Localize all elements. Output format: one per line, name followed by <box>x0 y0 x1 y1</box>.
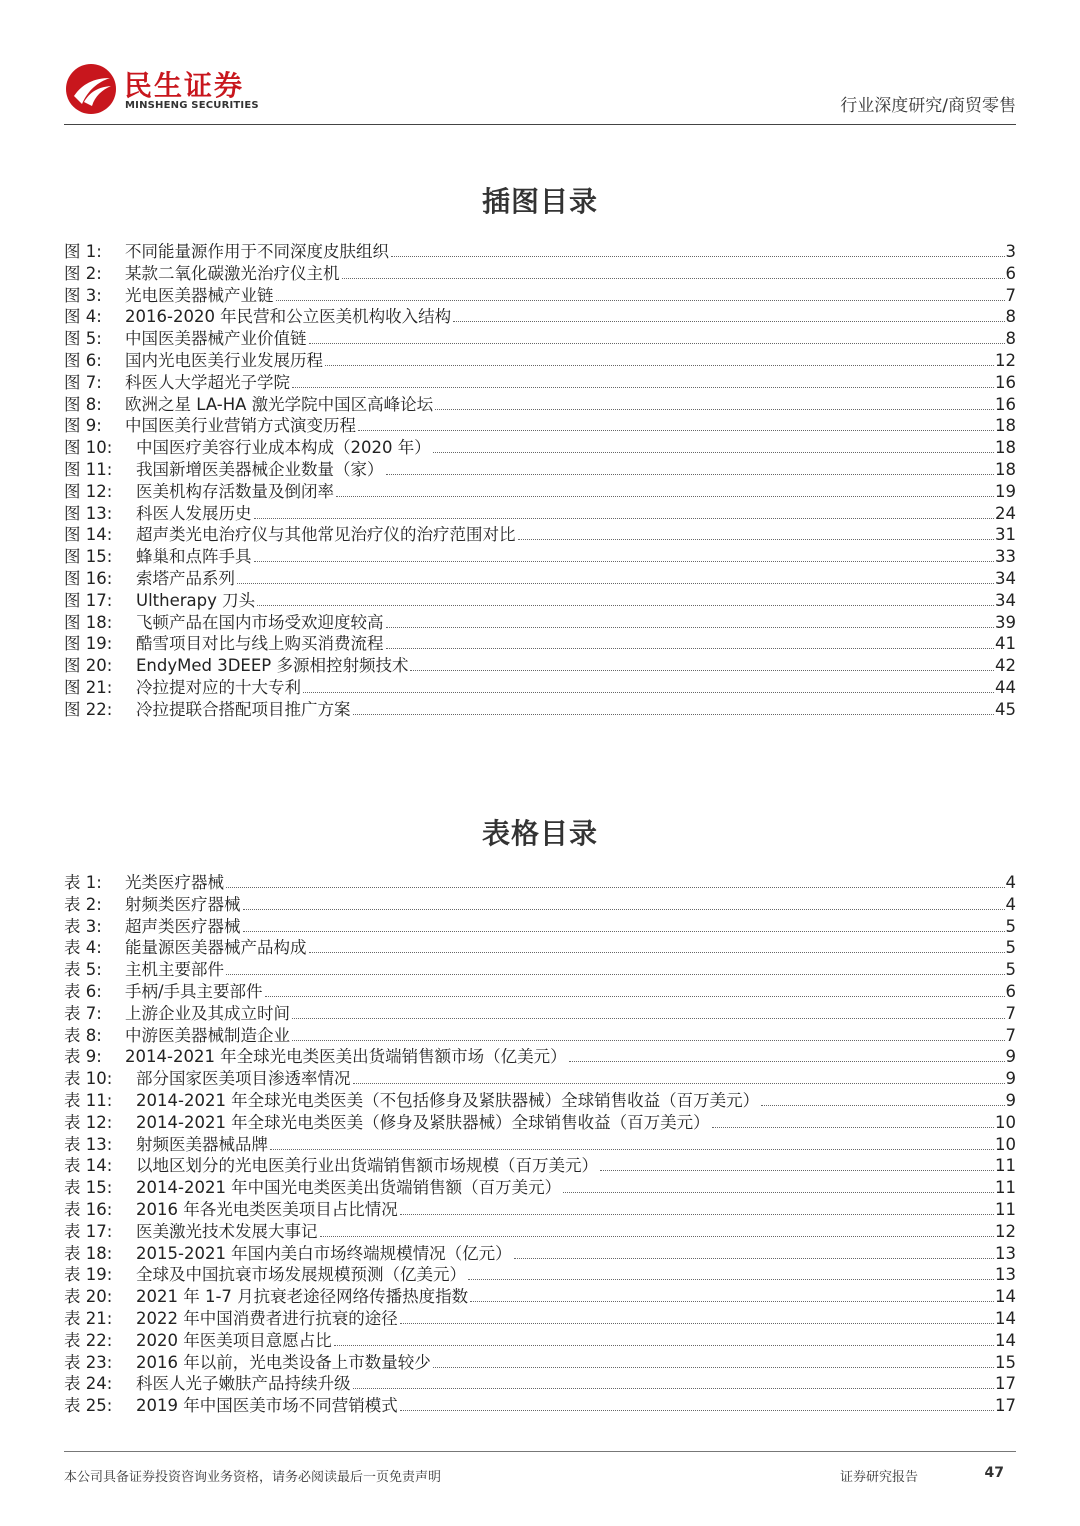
dot-leader <box>400 1410 994 1411</box>
dot-leader <box>292 1040 1005 1041</box>
table-entry[interactable] <box>64 1152 1016 1174</box>
table-label: 表 19: <box>64 1265 113 1285</box>
table-entry[interactable] <box>64 956 1016 978</box>
minsheng-logo-icon <box>64 62 118 116</box>
dot-leader <box>470 1301 994 1302</box>
dot-leader <box>386 648 995 649</box>
figure-title: 不同能量源作用于不同深度皮肤组织 <box>125 242 389 261</box>
table-entry[interactable] <box>64 1261 1016 1283</box>
dot-leader <box>270 1149 994 1150</box>
table-label: 表 22: <box>64 1330 113 1350</box>
figure-label: 图 13: <box>64 503 113 523</box>
dot-leader <box>334 1345 994 1346</box>
table-label: 表 18: <box>64 1243 113 1263</box>
tables-toc-list <box>64 869 1016 1414</box>
page-header <box>64 56 1016 125</box>
table-title: 射频医美器械品牌 <box>136 1134 268 1154</box>
table-title: 2015-2021 年国内美白市场终端规模情况（亿元） <box>136 1243 512 1263</box>
table-entry[interactable] <box>64 1240 1016 1262</box>
table-entry[interactable] <box>64 1196 1016 1218</box>
figure-entry[interactable] <box>64 412 1016 434</box>
table-entry[interactable] <box>64 1065 1016 1087</box>
figure-label: 图 15: <box>64 547 113 567</box>
dot-leader <box>265 996 1005 997</box>
page-number: 47 <box>984 1465 1004 1481</box>
dot-leader <box>761 1105 1004 1106</box>
figure-label: 图 14: <box>64 525 113 545</box>
figure-title: Ultherapy 刀头 <box>136 590 256 610</box>
dot-leader <box>320 1236 995 1237</box>
table-page-number: 11 <box>995 1178 1016 1198</box>
figure-entry[interactable] <box>64 238 1016 260</box>
table-title: 主机主要部件 <box>125 960 224 980</box>
dot-leader <box>303 692 994 693</box>
logo-chinese-name: 民生证券 <box>124 69 245 102</box>
figure-page-number: 7 <box>1005 285 1016 305</box>
figure-page-number: 33 <box>995 547 1016 567</box>
table-page-number: 10 <box>995 1134 1016 1154</box>
figure-entry[interactable] <box>64 260 1016 282</box>
dot-leader <box>514 1258 994 1259</box>
dot-leader <box>433 452 994 453</box>
table-label: 表 4: <box>64 938 102 958</box>
figure-page-number: 34 <box>995 568 1016 588</box>
dot-leader <box>276 300 1005 301</box>
figure-label: 图 9: <box>64 416 102 436</box>
figure-entry[interactable] <box>64 456 1016 478</box>
dot-leader <box>353 1388 995 1389</box>
table-label: 表 21: <box>64 1308 113 1328</box>
table-label: 表 6: <box>64 981 102 1001</box>
table-title: 全球及中国抗衰市场发展规模预测（亿美元） <box>136 1265 466 1285</box>
table-entry[interactable] <box>64 1392 1016 1414</box>
figure-entry[interactable] <box>64 565 1016 587</box>
figure-page-number: 41 <box>995 634 1016 654</box>
figure-title: 2016-2020 年民营和公立医美机构收入结构 <box>125 307 452 327</box>
figure-title: 我国新增医美器械企业数量（家） <box>136 459 384 479</box>
figure-label: 图 19: <box>64 634 113 654</box>
table-label: 表 24: <box>64 1374 113 1394</box>
dot-leader <box>342 278 1005 279</box>
dot-leader <box>353 714 995 715</box>
figure-title: 酷雪项目对比与线上购买消费流程 <box>136 634 384 654</box>
dot-leader <box>226 887 1005 888</box>
table-title: 超声类医疗器械 <box>125 916 241 936</box>
table-entry[interactable] <box>64 978 1016 1000</box>
dot-leader <box>257 605 994 606</box>
dot-leader <box>569 1061 1005 1062</box>
figure-title: 蜂巢和点阵手具 <box>136 547 252 567</box>
table-page-number: 7 <box>1005 1025 1016 1045</box>
figure-page-number: 8 <box>1005 329 1016 349</box>
figure-entry[interactable] <box>64 369 1016 391</box>
figure-label: 图 17: <box>64 590 113 610</box>
table-page-number: 6 <box>1005 981 1016 1001</box>
figure-title: 国内光电医美行业发展历程 <box>125 350 323 370</box>
table-entry[interactable] <box>64 1305 1016 1327</box>
figure-title: 冷拉提对应的十大专利 <box>136 677 301 697</box>
table-title: 射频类医疗器械 <box>125 894 241 914</box>
table-page-number: 5 <box>1005 960 1016 980</box>
table-title: 2014-2021 年中国光电类医美出货端销售额（百万美元） <box>136 1178 562 1198</box>
tables-toc-title: 表格目录 <box>481 817 598 850</box>
table-page-number: 14 <box>995 1308 1016 1328</box>
table-page-number: 13 <box>995 1265 1016 1285</box>
table-page-number: 4 <box>1005 894 1016 914</box>
table-label: 表 23: <box>64 1352 113 1372</box>
table-entry[interactable] <box>64 1174 1016 1196</box>
figure-label: 图 2: <box>64 263 102 283</box>
dot-leader <box>433 1367 994 1368</box>
table-page-number: 17 <box>995 1374 1016 1394</box>
figure-label: 图 22: <box>64 699 113 719</box>
figure-page-number: 39 <box>995 612 1016 632</box>
table-page-number: 11 <box>995 1199 1016 1219</box>
figure-title: 中国医疗美容行业成本构成（2020 年） <box>136 438 431 458</box>
figure-label: 图 7: <box>64 372 102 392</box>
table-entry[interactable] <box>64 1370 1016 1392</box>
table-page-number: 11 <box>995 1156 1016 1176</box>
table-title: 医美激光技术发展大事记 <box>136 1221 318 1241</box>
report-category: 行业深度研究/商贸零售 <box>840 96 1016 116</box>
figure-page-number: 18 <box>995 438 1016 458</box>
dot-leader <box>243 931 1005 932</box>
figure-title: 中国医美行业营销方式演变历程 <box>125 416 356 436</box>
figure-entry[interactable] <box>64 391 1016 413</box>
table-title: 2022 年中国消费者进行抗衰的途径 <box>136 1308 398 1328</box>
table-page-number: 5 <box>1005 938 1016 958</box>
figure-entry[interactable] <box>64 652 1016 674</box>
table-title: 2016 年以前，光电类设备上市数量较少 <box>136 1352 431 1372</box>
dot-leader <box>453 321 1004 322</box>
table-label: 表 13: <box>64 1134 113 1154</box>
table-entry[interactable] <box>64 1349 1016 1371</box>
figure-label: 图 10: <box>64 438 113 458</box>
figure-page-number: 8 <box>1005 307 1016 327</box>
table-title: 2021 年 1-7 月抗衰老途径网络传播热度指数 <box>136 1287 469 1307</box>
table-page-number: 12 <box>995 1221 1016 1241</box>
table-title: 2016 年各光电类医美项目占比情况 <box>136 1199 398 1219</box>
dot-leader <box>386 474 995 475</box>
table-title: 上游企业及其成立时间 <box>125 1003 290 1023</box>
figure-title: 欧洲之星 LA-HA 激光学院中国区高峰论坛 <box>125 394 434 414</box>
table-label: 表 14: <box>64 1156 113 1176</box>
table-title: 中游医美器械制造企业 <box>125 1025 290 1045</box>
table-entry[interactable] <box>64 1000 1016 1022</box>
figure-page-number: 12 <box>995 350 1016 370</box>
figure-page-number: 34 <box>995 590 1016 610</box>
figure-title: 超声类光电治疗仪与其他常见治疗仪的治疗范围对比 <box>136 525 516 545</box>
figure-title: 索塔产品系列 <box>136 568 235 588</box>
table-title: 以地区划分的光电医美行业出货端销售额市场规模（百万美元） <box>136 1156 598 1176</box>
table-title: 能量源医美器械产品构成 <box>125 938 307 958</box>
table-title: 2014-2021 年全球光电类医美出货端销售额市场（亿美元） <box>125 1047 567 1067</box>
figure-entry[interactable] <box>64 696 1016 718</box>
table-page-number: 9 <box>1005 1069 1016 1089</box>
table-label: 表 7: <box>64 1003 102 1023</box>
figure-label: 图 3: <box>64 285 102 305</box>
figure-page-number: 16 <box>995 394 1016 414</box>
figure-label: 图 6: <box>64 350 102 370</box>
figure-label: 图 18: <box>64 612 113 632</box>
dot-leader <box>226 974 1005 975</box>
figure-label: 图 21: <box>64 677 113 697</box>
table-label: 表 9: <box>64 1047 102 1067</box>
table-page-number: 15 <box>995 1352 1016 1372</box>
dot-leader <box>435 409 994 410</box>
dot-leader <box>309 952 1005 953</box>
dot-leader <box>391 256 1005 257</box>
table-label: 表 15: <box>64 1178 113 1198</box>
dot-leader <box>400 1214 994 1215</box>
table-page-number: 14 <box>995 1287 1016 1307</box>
table-entry[interactable] <box>64 1109 1016 1131</box>
table-title: 光类医疗器械 <box>125 873 224 892</box>
figure-label: 图 1: <box>64 242 102 261</box>
figure-label: 图 5: <box>64 329 102 349</box>
table-entry[interactable] <box>64 1131 1016 1153</box>
footer-report-label: 证券研究报告 <box>840 1470 919 1485</box>
figure-label: 图 8: <box>64 394 102 414</box>
figure-entry[interactable] <box>64 521 1016 543</box>
figure-entry[interactable] <box>64 543 1016 565</box>
figure-title: 光电医美器械产业链 <box>125 285 274 305</box>
table-label: 表 10: <box>64 1069 113 1089</box>
table-entry[interactable] <box>64 891 1016 913</box>
table-label: 表 16: <box>64 1199 113 1219</box>
dot-leader <box>309 343 1005 344</box>
figure-entry[interactable] <box>64 282 1016 304</box>
table-title: 2014-2021 年全球光电类医美（修身及紧肤器械）全球销售收益（百万美元） <box>136 1112 710 1132</box>
table-title: 科医人光子嫩肤产品持续升级 <box>136 1374 351 1394</box>
dot-leader <box>254 561 995 562</box>
figure-page-number: 19 <box>995 481 1016 501</box>
dot-leader <box>243 909 1005 910</box>
dot-leader <box>600 1170 994 1171</box>
figure-label: 图 11: <box>64 459 113 479</box>
table-page-number: 14 <box>995 1330 1016 1350</box>
table-title: 2020 年医美项目意愿占比 <box>136 1330 332 1350</box>
figure-title: 某款二氧化碳激光治疗仪主机 <box>125 263 340 283</box>
dot-leader <box>292 1018 1005 1019</box>
table-label: 表 1: <box>64 873 102 892</box>
figure-page-number: 18 <box>995 459 1016 479</box>
figure-title: 冷拉提联合搭配项目推广方案 <box>136 699 351 719</box>
table-entry[interactable] <box>64 1043 1016 1065</box>
logo-english-name: MINSHENG SECURITIES <box>125 100 259 111</box>
figure-entry[interactable] <box>64 325 1016 347</box>
table-page-number: 5 <box>1005 916 1016 936</box>
table-page-number: 9 <box>1005 1090 1016 1110</box>
table-page-number: 10 <box>995 1112 1016 1132</box>
figure-entry[interactable] <box>64 630 1016 652</box>
table-entry[interactable] <box>64 1283 1016 1305</box>
table-entry[interactable] <box>64 1022 1016 1044</box>
table-page-number: 7 <box>1005 1003 1016 1023</box>
figure-title: 科医人发展历史 <box>136 503 252 523</box>
table-title: 2014-2021 年全球光电类医美（不包括修身及紧肤器械）全球销售收益（百万美元） <box>136 1090 760 1110</box>
table-label: 表 2: <box>64 894 102 914</box>
dot-leader <box>325 365 994 366</box>
table-label: 表 25: <box>64 1396 113 1416</box>
table-label: 表 11: <box>64 1090 113 1110</box>
figure-page-number: 24 <box>995 503 1016 523</box>
table-entry[interactable] <box>64 1218 1016 1240</box>
figure-page-number: 31 <box>995 525 1016 545</box>
table-entry[interactable] <box>64 869 1016 891</box>
figure-page-number: 3 <box>1005 242 1016 261</box>
table-label: 表 5: <box>64 960 102 980</box>
figure-page-number: 44 <box>995 677 1016 697</box>
dot-leader <box>410 670 994 671</box>
figure-title: 医美机构存活数量及倒闭率 <box>136 481 334 501</box>
figure-entry[interactable] <box>64 587 1016 609</box>
table-page-number: 4 <box>1005 873 1016 892</box>
figure-entry[interactable] <box>64 434 1016 456</box>
table-entry[interactable] <box>64 934 1016 956</box>
figure-label: 图 16: <box>64 568 113 588</box>
dot-leader <box>563 1192 994 1193</box>
table-label: 表 8: <box>64 1025 102 1045</box>
figure-page-number: 6 <box>1005 263 1016 283</box>
figure-title: 中国医美器械产业价值链 <box>125 329 307 349</box>
table-entry[interactable] <box>64 913 1016 935</box>
figure-label: 图 20: <box>64 656 113 676</box>
figure-entry[interactable] <box>64 674 1016 696</box>
figure-title: 科医人大学超光子学院 <box>125 372 290 392</box>
table-entry[interactable] <box>64 1087 1016 1109</box>
dot-leader <box>353 1083 1005 1084</box>
dot-leader <box>518 539 995 540</box>
dot-leader <box>237 583 994 584</box>
footer-disclaimer: 本公司具备证券投资咨询业务资格，请务必阅读最后一页免责声明 <box>64 1470 442 1485</box>
figure-page-number: 45 <box>995 699 1016 719</box>
figure-page-number: 42 <box>995 656 1016 676</box>
dot-leader <box>336 496 994 497</box>
table-entry[interactable] <box>64 1327 1016 1349</box>
figure-label: 图 4: <box>64 307 102 327</box>
figure-page-number: 18 <box>995 416 1016 436</box>
table-page-number: 17 <box>995 1396 1016 1416</box>
table-title: 手柄/手具主要部件 <box>125 981 263 1001</box>
table-page-number: 13 <box>995 1243 1016 1263</box>
table-title: 2019 年中国医美市场不同营销模式 <box>136 1396 398 1416</box>
dot-leader <box>712 1127 994 1128</box>
figure-entry[interactable] <box>64 609 1016 631</box>
table-title: 部分国家医美项目渗透率情况 <box>136 1069 351 1089</box>
figure-label: 图 12: <box>64 481 113 501</box>
figure-title: EndyMed 3DEEP 多源相控射频技术 <box>136 656 409 676</box>
table-label: 表 17: <box>64 1221 113 1241</box>
table-page-number: 9 <box>1005 1047 1016 1067</box>
figures-toc-list <box>64 238 1016 718</box>
dot-leader <box>468 1279 994 1280</box>
figures-toc-title: 插图目录 <box>481 185 598 218</box>
figure-entry[interactable] <box>64 347 1016 369</box>
table-label: 表 3: <box>64 916 102 936</box>
dot-leader <box>400 1323 994 1324</box>
dot-leader <box>292 387 994 388</box>
dot-leader <box>254 518 995 519</box>
figure-page-number: 16 <box>995 372 1016 392</box>
footer-divider <box>64 1451 1016 1452</box>
figure-entry[interactable] <box>64 500 1016 522</box>
table-label: 表 12: <box>64 1112 113 1132</box>
table-label: 表 20: <box>64 1287 113 1307</box>
figure-entry[interactable] <box>64 478 1016 500</box>
figure-entry[interactable] <box>64 303 1016 325</box>
figure-title: 飞顿产品在国内市场受欢迎度较高 <box>136 612 384 632</box>
dot-leader <box>358 430 994 431</box>
dot-leader <box>386 627 995 628</box>
